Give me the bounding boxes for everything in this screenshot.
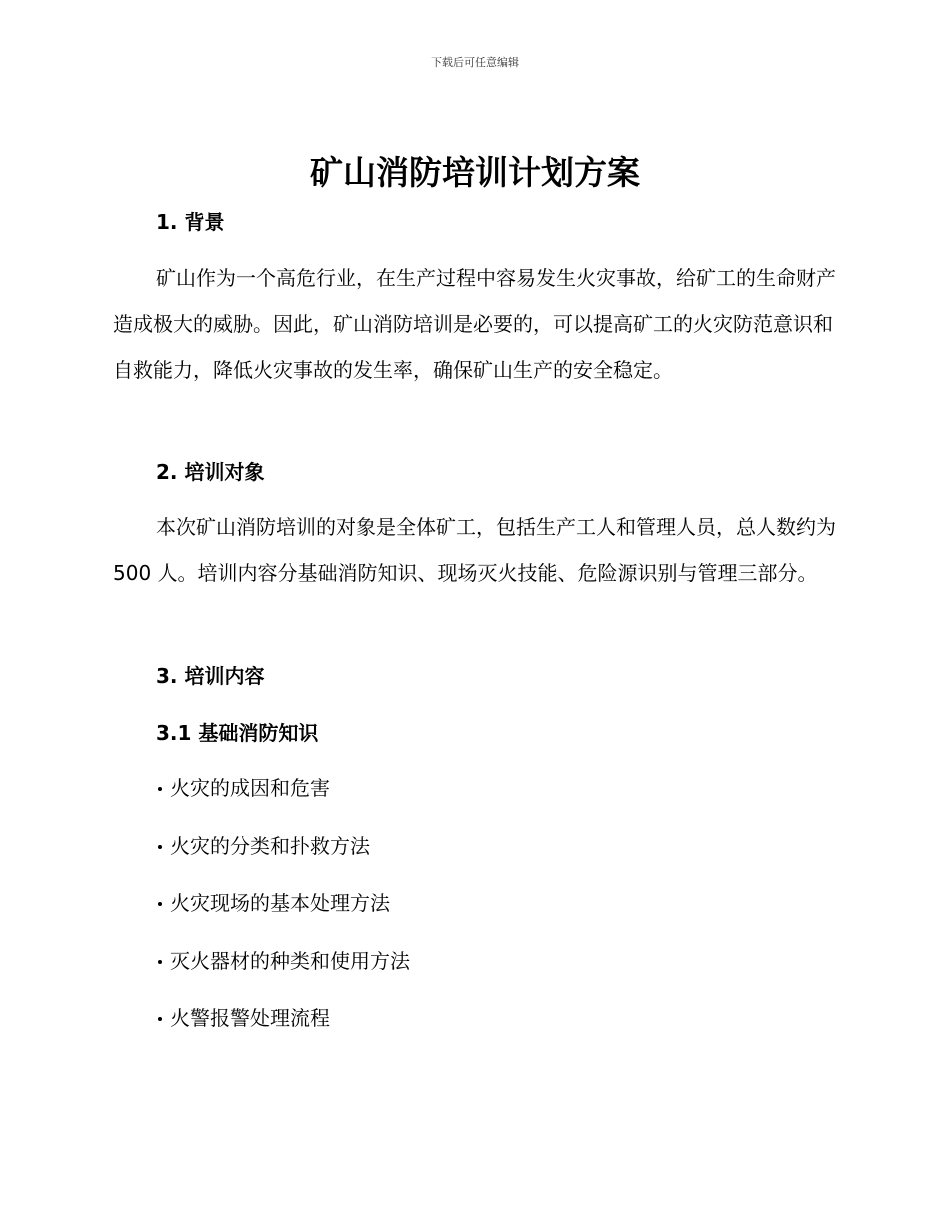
list-item (156, 832, 410, 890)
section-heading-audience: 2. 培训对象 (156, 460, 265, 484)
section-paragraph-background: 矿山作为一个高危行业，在生产过程中容易发生火灾事故，给矿工的生命财产造成极大的威胁。因此，矿山消防培训是必要的，可以提高矿工的火灾防范意识和自救能力，降低火灾事故的发生率，确保矿山生产的安全稳定。 (113, 266, 836, 382)
bullet-icon (158, 1017, 162, 1021)
basic-knowledge-list (156, 774, 410, 1062)
list-item-text: 火警报警处理流程 (170, 1006, 330, 1030)
list-item (156, 889, 410, 947)
list-item (156, 774, 410, 832)
subsection-heading-basic-knowledge: 3.1 基础消防知识 (156, 721, 319, 745)
page-header-note: 下载后可任意编辑 (431, 56, 519, 69)
bullet-icon (158, 902, 162, 906)
bullet-icon (158, 845, 162, 849)
section-heading-content: 3. 培训内容 (156, 664, 265, 688)
section-heading-background: 1. 背景 (156, 210, 225, 234)
list-item (156, 947, 410, 1005)
bullet-icon (158, 960, 162, 964)
list-item-text: 火灾的成因和危害 (170, 776, 330, 800)
list-item-text: 火灾现场的基本处理方法 (170, 891, 390, 915)
document-title: 矿山消防培训计划方案 (310, 153, 640, 192)
list-item (156, 1004, 410, 1062)
list-item-text: 灭火器材的种类和使用方法 (170, 948, 410, 973)
section-paragraph-audience: 本次矿山消防培训的对象是全体矿工，包括生产工人和管理人员，总人数约为 500 人。培训内容分基础消防知识、现场灭火技能、危险源识别与管理三部分。 (113, 515, 836, 585)
bullet-icon (158, 787, 162, 791)
list-item-text: 火灾的分类和扑救方法 (170, 833, 370, 858)
